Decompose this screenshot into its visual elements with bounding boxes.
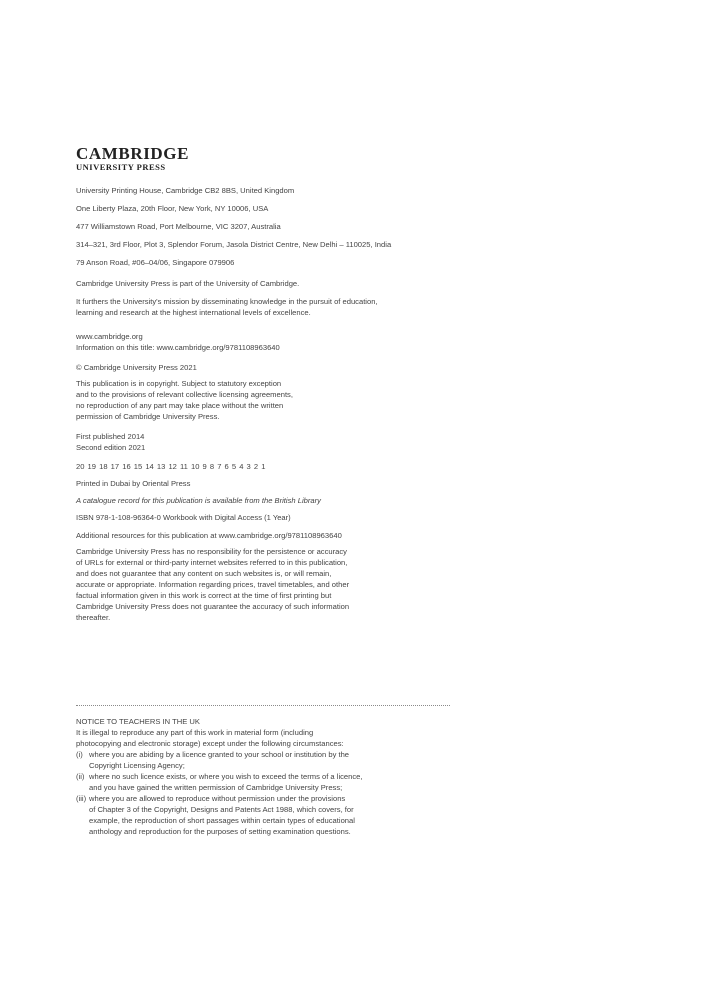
- additional-resources-text: Additional resources for this publication at www.cambridge.org/9781108963640: [76, 531, 342, 540]
- address-line: 314–321, 3rd Floor, Plot 3, Splendor Forum, Jasola District Centre, New Delhi – 110025, India: [76, 240, 392, 249]
- notice-item-line: where you are allowed to reproduce without permission under the provisions: [89, 794, 346, 803]
- copyright-notice-block: [76, 378, 496, 422]
- isbn-line: [76, 512, 496, 523]
- notice-intro-line: photocopying and electronic storage) except under the following circumstances:: [76, 739, 344, 748]
- copyright-notice-line: and to the provisions of relevant collective licensing agreements,: [76, 390, 293, 399]
- catalogue-record: [76, 495, 496, 506]
- disclaimer-line: thereafter.: [76, 613, 111, 622]
- second-edition: Second edition 2021: [76, 443, 146, 452]
- notice-heading: NOTICE TO TEACHERS IN THE UK: [76, 717, 200, 726]
- copyright-notice-line: no reproduction of any part may take place without the written: [76, 401, 284, 410]
- notice-item-line: and you have gained the written permission of Cambridge University Press;: [89, 783, 343, 792]
- notice-item: [76, 749, 496, 771]
- notice-item-line: Copyright Licensing Agency;: [89, 761, 185, 770]
- isbn-text: ISBN 978-1-108-96364-0 Workbook with Digital Access (1 Year): [76, 513, 291, 522]
- website-url: www.cambridge.org: [76, 332, 143, 341]
- notice-item: [76, 771, 496, 793]
- notice-item-line: anthology and reproduction for the purposes of setting examination questions.: [89, 827, 351, 836]
- teachers-notice: [76, 716, 496, 837]
- disclaimer-line: accurate or appropriate. Information regarding prices, travel timetables, and other: [76, 580, 350, 589]
- list-marker: (iii): [76, 794, 87, 803]
- disclaimer-line: and does not guarantee that any content on such websites is, or will remain,: [76, 569, 332, 578]
- disclaimer-line: of URLs for external or third-party internet websites referred to in this publication,: [76, 558, 348, 567]
- catalogue-text: A catalogue record for this publication is available from the British Library: [76, 496, 321, 505]
- copyright-line: [76, 362, 496, 373]
- copyright-notice-line: This publication is in copyright. Subject to statutory exception: [76, 379, 282, 388]
- printed-in-text: Printed in Dubai by Oriental Press: [76, 479, 191, 488]
- title-info-url: Information on this title: www.cambridge.org/9781108963640: [76, 343, 280, 352]
- notice-item-line: where you are abiding by a licence granted to your school or institution by the: [89, 750, 350, 759]
- disclaimer-block: [76, 546, 496, 623]
- disclaimer-line: Cambridge University Press has no responsibility for the persistence or accuracy: [76, 547, 347, 556]
- mission-text: It furthers the University's mission by disseminating knowledge in the pursuit of education,: [76, 297, 378, 306]
- notice-item: [76, 793, 496, 837]
- logo-name: CAMBRIDGE: [76, 144, 190, 163]
- copyright-notice-line: permission of Cambridge University Press.: [76, 412, 220, 421]
- first-edition: First published 2014: [76, 432, 145, 441]
- mission-block: [76, 296, 496, 318]
- printing-numbers-text: 20 19 18 17 16 15 14 13 12 11 10 9 8 7 6 5 4 3 2 1: [76, 462, 266, 471]
- editions-block: [76, 431, 496, 453]
- notice-item-line: example, the reproduction of short passages within certain types of educational: [89, 816, 355, 825]
- notice-intro-line: It is illegal to reproduce any part of this work in material form (including: [76, 728, 314, 737]
- addresses-block: [76, 182, 496, 272]
- list-marker: (ii): [76, 772, 85, 781]
- copyright-text: © Cambridge University Press 2021: [76, 363, 197, 372]
- mission-text: learning and research at the highest international levels of excellence.: [76, 308, 311, 317]
- about-line: [76, 278, 496, 289]
- list-marker: (i): [76, 750, 83, 759]
- disclaimer-line: Cambridge University Press does not guarantee the accuracy of such information: [76, 602, 350, 611]
- cambridge-logo: [76, 146, 189, 172]
- notice-item-line: of Chapter 3 of the Copyright, Designs and Patents Act 1988, which covers, for: [89, 805, 354, 814]
- additional-resources: [76, 530, 496, 541]
- web-block: [76, 331, 496, 353]
- address-line: 477 Williamstown Road, Port Melbourne, VIC 3207, Australia: [76, 222, 281, 231]
- printed-in: [76, 478, 496, 489]
- address-line: 79 Anson Road, #06–04/06, Singapore 079906: [76, 258, 235, 267]
- address-line: University Printing House, Cambridge CB2 8BS, United Kingdom: [76, 186, 295, 195]
- printing-numbers: [76, 461, 496, 472]
- dotted-divider: [76, 705, 450, 706]
- logo-subname: UNIVERSITY PRESS: [76, 162, 166, 172]
- notice-item-line: where no such licence exists, or where you wish to exceed the terms of a licence,: [89, 772, 363, 781]
- address-line: One Liberty Plaza, 20th Floor, New York, NY 10006, USA: [76, 204, 269, 213]
- disclaimer-line: factual information given in this work is correct at the time of first printing but: [76, 591, 332, 600]
- about-text: Cambridge University Press is part of the University of Cambridge.: [76, 279, 300, 288]
